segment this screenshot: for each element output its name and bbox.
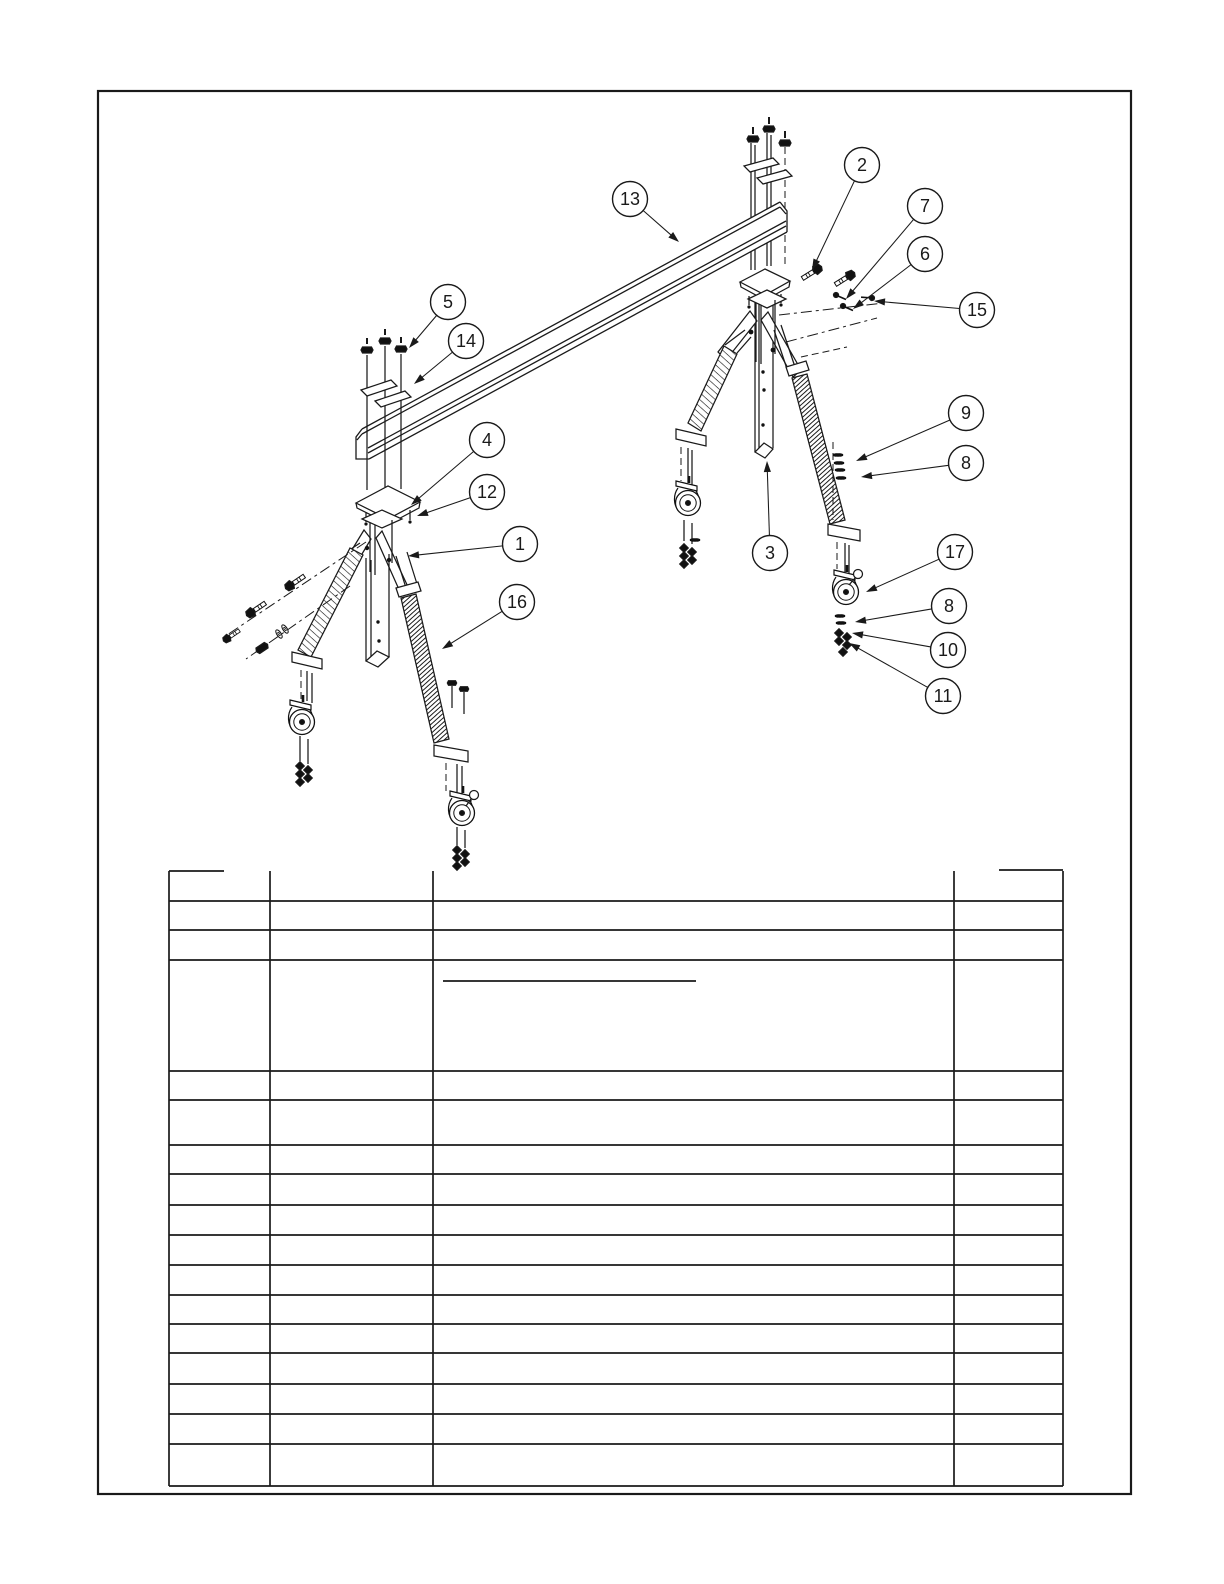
balloon-number: 8	[943, 596, 955, 617]
leader-line	[816, 181, 855, 262]
leader-line	[767, 470, 769, 536]
leader-line	[852, 219, 914, 292]
leader-line	[417, 546, 503, 555]
balloon-number: 1	[514, 534, 526, 555]
leader-line	[643, 211, 672, 237]
balloon-number: 5	[442, 292, 454, 313]
balloon-3	[753, 461, 788, 571]
balloon-12	[417, 475, 505, 517]
balloon-number: 8	[960, 453, 972, 474]
balloon-number: 14	[455, 331, 477, 352]
balloon-number: 2	[856, 155, 868, 176]
leader-arrowhead	[414, 374, 425, 384]
leader-line	[421, 352, 453, 378]
balloon-number: 9	[960, 403, 972, 424]
balloon-6	[853, 237, 943, 310]
balloon-number: 6	[919, 244, 931, 265]
leader-arrowhead	[856, 453, 868, 461]
leader-line	[883, 302, 960, 309]
balloon-number: 13	[619, 189, 641, 210]
right-a-frame	[674, 117, 884, 656]
leader-arrowhead	[861, 472, 872, 479]
leader-arrowhead	[853, 299, 864, 309]
balloon-number: 17	[944, 542, 966, 563]
leader-line	[415, 315, 437, 341]
leader-line	[426, 498, 471, 513]
balloon-number: 15	[966, 300, 988, 321]
leader-arrowhead	[855, 617, 866, 624]
leader-line	[450, 611, 503, 644]
leader-arrowhead	[408, 551, 419, 558]
balloon-number: 11	[933, 686, 953, 707]
balloon-16	[442, 585, 535, 650]
leader-arrowhead	[852, 631, 863, 638]
parts-table	[169, 870, 1063, 1486]
balloon-1	[408, 527, 538, 562]
leader-arrowhead	[849, 643, 860, 652]
balloon-2	[812, 148, 880, 271]
leader-line	[864, 420, 950, 457]
leader-line	[874, 559, 939, 588]
balloon-number: 10	[937, 640, 959, 661]
balloon-number: 4	[481, 430, 493, 451]
leader-arrowhead	[874, 298, 885, 305]
leader-line	[857, 647, 928, 687]
balloon-8	[855, 589, 967, 624]
leader-line	[418, 451, 474, 499]
balloon-13	[613, 182, 680, 243]
i-beam	[356, 202, 787, 459]
leader-line	[861, 635, 931, 647]
balloon-number: 7	[919, 196, 931, 217]
balloon-number: 16	[506, 592, 528, 613]
balloon-17	[866, 535, 973, 593]
leader-arrowhead	[866, 584, 878, 592]
balloon-15	[874, 293, 995, 328]
leader-arrowhead	[442, 640, 453, 649]
balloon-number: 3	[764, 543, 776, 564]
leader-arrowhead	[417, 509, 429, 516]
balloon-number: 12	[476, 482, 498, 503]
leader-line	[864, 609, 932, 621]
leader-arrowhead	[764, 461, 771, 472]
balloon-10	[852, 631, 966, 667]
leader-line	[870, 465, 949, 475]
leader-line	[860, 265, 911, 304]
